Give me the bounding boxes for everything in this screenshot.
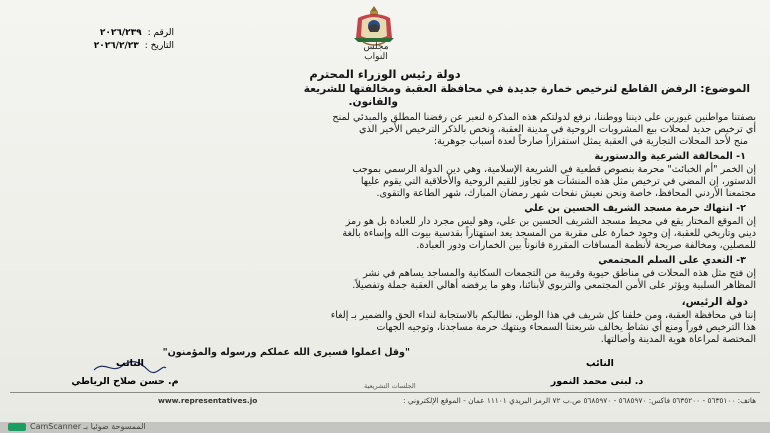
signature-left-title: النائب [116, 358, 144, 369]
section-1-line-3: مجتمعنا الأردني المحافظ، خاصة ونحن نعيش نفحات شهر رمضان المبارك، شهر الطاعة والتقوى. [376, 188, 756, 199]
section-1-line-2: الدستور، إن المضي في ترخيص مثل هذه المنشآت هو تجاوز للقيم الروحية والأخلاقية التي يقوم عليها [360, 176, 756, 187]
intro-line-3: منح لأحد المحلات التجارية في العقبة يمثل استفزازاً صارخاً لعدة أسباب جوهرية: [433, 136, 748, 147]
section-2-title: ٢- انتهاك حرمة مسجد الشريف الحسين بن علي [524, 203, 746, 214]
section-1-title: ١- المخالفة الشرعية والدستورية [594, 151, 746, 162]
closing-line-3: المختصة لمراعاة هوية المدينة وأصالتها. [600, 334, 756, 345]
footer-divider [10, 392, 760, 393]
quran-verse: "وقل اعملوا فسيرى الله عملكم ورسوله والمؤمنون" [162, 347, 410, 358]
letter-date [94, 41, 174, 51]
section-2-line-1: إن الموقع المختار يقع في محيط مسجد الشريف الحسين بن علي، وهو ليس مجرد دار للعبادة بل هو رمز [345, 216, 756, 227]
camscanner-logo-icon [8, 423, 26, 431]
reference-number [100, 28, 174, 38]
footer-address: هاتف: ٥٦٣٥١٠٠ - ٥٦٣٥٢٠٠ فاكس: ٥٦٨٥٩٧٠ - ٥٦٨٥٩٧٠ ص.ب ٧٢ الرمز البريدي ١١١٠١ عمان - الموقع الإلكتروني : [403, 396, 756, 405]
intro-line-1: بصفتنا مواطنين غيورين على ديننا ووطننا، نرفع لدولتكم هذه المذكرة لنعبر عن رفضنا المطلق والمبدئي لمنح [332, 112, 756, 123]
intro-line-2: أي ترخيص جديد لمحلات بيع المشروبات الروحية في مدينة العقبة، ونخص بالذكر الترخيص الأخير الذي [359, 124, 756, 135]
subject-line-1: الموضوع: الرفض القاطع لترخيص خمارة جديدة في محافظة العقبة ومخالفتها للشريعة [303, 83, 750, 95]
subject-line-2: والقانون. [348, 96, 398, 108]
section-2-line-3: للمصلين، ومخالفة صريحة لأنظمة المسافات المقررة قانوناً بين الخمارات ودور العبادة. [416, 240, 756, 251]
reference-value: ٢٠٢٦/٢٣٩ [99, 28, 142, 38]
footer-tagline: الجلسات التشريعية [364, 382, 416, 390]
section-1-line-1: إن الخمر "أم الخبائث" محرمة بنصوص قطعية في الشريعة الإسلامية، وهي دين الدولة الرسمي بموجب [352, 164, 756, 175]
date-label: التاريخ : [144, 41, 174, 51]
signature-right-title: النائب [586, 358, 614, 369]
section-3-title: ٣- التعدي على السلم المجتمعي [598, 255, 746, 266]
section-3-line-2: المظاهر السلبية ويؤثر على الأمن المجتمعي والتربوي لأبنائنا، وهو ما يرفضه أهالي العقبة جملة وتفصيلاً. [352, 280, 756, 291]
reference-label: الرقم : [147, 28, 174, 38]
council-name: مجلس النواب [363, 42, 389, 62]
signature-right-name: د. لبنى محمد النمور [550, 376, 644, 387]
camscanner-text: الممسوحة ضوئيا بـ CamScanner [30, 422, 146, 431]
addressee: دولة رئيس الوزراء المحترم [309, 67, 461, 81]
closing-title: دولة الرئيس، [681, 296, 748, 308]
signature-left-name: م. حسن صلاح الرياطي [71, 376, 179, 387]
closing-line-2: هذا الترخيص فوراً ومنع أي نشاط يخالف شريعتنا السمحاء وينتهك حرمة مساجدنا، وتوجيه الجهات [376, 322, 756, 333]
section-2-line-2: ديني وتاريخي للعقبة، إن وجود خمارة على مقربة من المسجد يعد استهتاراً بقدسية بيوت الله وإساءة بالغة [342, 228, 756, 239]
date-value: ٢٠٢٦/٢/٢٣ [93, 41, 139, 51]
closing-line-1: إننا في محافظة العقبة، ومن خلفنا كل شريف في هذا الوطن، نطالبكم بالاستجابة لنداء الحق والضمير بـ إلغاء [330, 310, 756, 321]
camscanner-watermark [0, 422, 770, 433]
section-3-line-1: إن فتح مثل هذه المحلات في مناطق حيوية وقريبة من التجمعات السكانية والمساجد يساهم في نشر [363, 268, 756, 279]
footer-website: www.representatives.jo [158, 396, 258, 405]
